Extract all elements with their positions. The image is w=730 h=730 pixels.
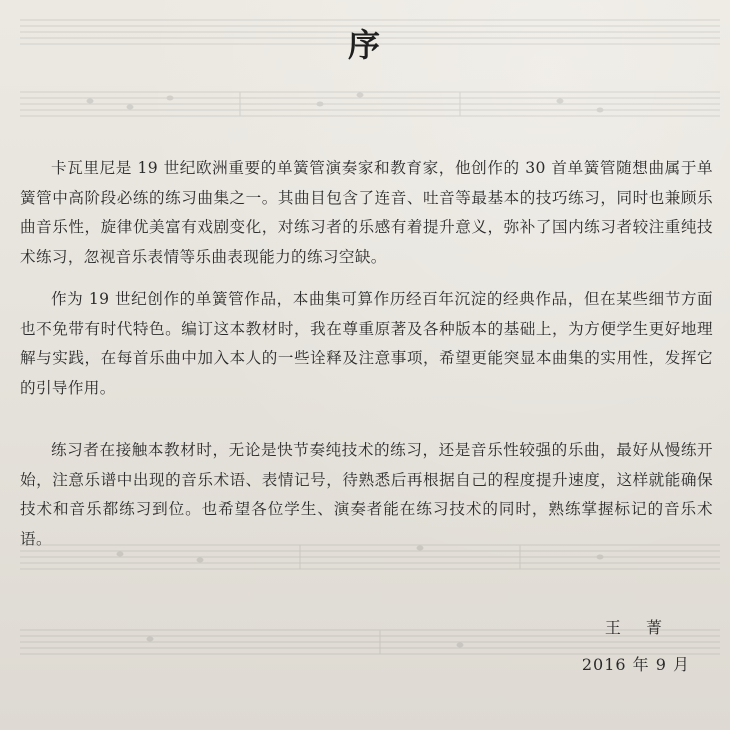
page-title: 序 xyxy=(347,26,382,64)
paragraph-2: 作为 19 世纪创作的单簧管作品，本曲集可算作历经百年沉淀的经典作品，但在某些细节方面也不免带有时代特色。编订这本教材时，我在尊重原著及各种版本的基础上，为方便学生更好地理解与实践，在每首乐曲中加入本人的一些诠释及注意事项，希望更能突显本曲集的实用性，发挥它的引导作用。 xyxy=(20,290,713,397)
paragraph-3: 练习者在接触本教材时，无论是快节奏纯技术的练习，还是音乐性较强的乐曲，最好从慢练开始，注意乐谱中出现的音乐术语、表情记号，待熟悉后再根据自己的程度提升速度，这样就能确保技术和音乐都练习到位。也希望各位学生、演奏者能在练习技术的同时，熟练掌握标记的音乐术语。 xyxy=(20,441,713,548)
paragraph-1: 卡瓦里尼是 19 世纪欧洲重要的单簧管演奏家和教育家，他创作的 30 首单簧管随想曲属于单簧管中高阶段必练的练习曲集之一。其曲目包含了连音、吐音等最基本的技巧练习，同时也兼顾乐曲音乐性，旋律优美富有戏剧变化，对练习者的乐感有着提升意义，弥补了国内练习者较注重纯技术练习，忽视音乐表情等乐曲表现能力的练习空缺。 xyxy=(20,159,713,266)
signature-date: 2016 年 9 月 xyxy=(581,655,690,674)
author-signature: 王 菁 xyxy=(604,618,672,637)
